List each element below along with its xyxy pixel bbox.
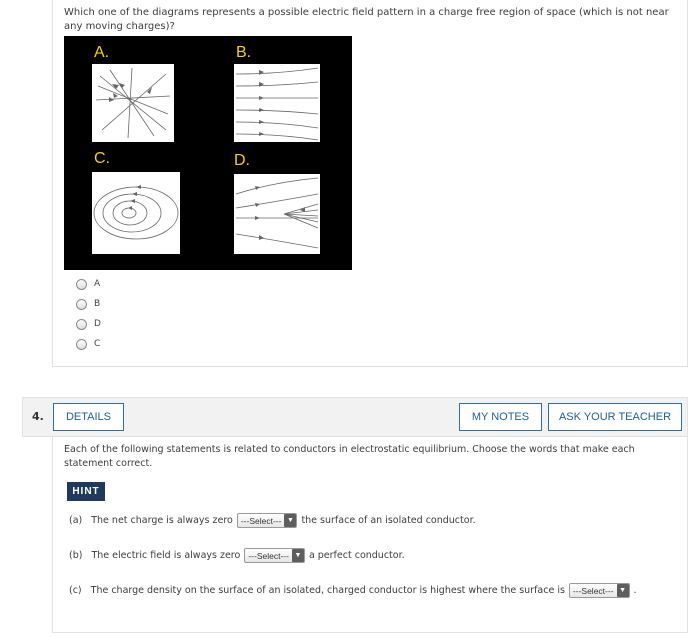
diagram-a-field-lines: [92, 64, 174, 142]
diagram-label-c: C.: [94, 150, 110, 167]
statement-c-after: .: [633, 585, 637, 596]
question-4-prompt: Each of the following statements is related to conductors in electrostatic equilibrium. Choose the words that make each statement correct.: [64, 444, 635, 469]
option-a[interactable]: [76, 274, 101, 294]
option-c-label: C: [94, 339, 101, 349]
diagram-label-a: A.: [94, 44, 110, 61]
statement-b-select[interactable]: [244, 548, 305, 563]
option-a-label: A: [94, 279, 101, 289]
statement-a-before: The net charge is always zero: [91, 515, 233, 526]
diagram-c-panel: [92, 172, 180, 254]
statement-b-before: The electric field is always zero: [91, 550, 241, 561]
statement-a-select[interactable]: [237, 513, 298, 528]
option-d[interactable]: [76, 314, 101, 334]
option-b-radio[interactable]: [76, 299, 87, 310]
chevron-down-icon: ▼: [292, 549, 304, 562]
option-d-label: D: [94, 319, 101, 329]
electric-field-diagrams-figure: [64, 36, 352, 270]
statement-a-select-value: ---Select---: [240, 515, 282, 526]
statement-c: [69, 583, 637, 598]
question-4-header: [22, 397, 688, 437]
diagram-c-field-lines: [92, 172, 180, 254]
statement-a-after: the surface of an isolated conductor.: [301, 515, 476, 526]
question-3-prompt: Which one of the diagrams represents a possible electric field pattern in a charge free region of space (which is not near any moving charges)?: [64, 7, 669, 32]
option-a-radio[interactable]: [76, 279, 87, 290]
diagram-d-panel: [234, 174, 320, 254]
question-number: 4.: [32, 410, 44, 423]
statement-c-before: The charge density on the surface of an isolated, charged conductor is highest where the surface is: [90, 585, 565, 596]
chevron-down-icon: ▼: [284, 514, 296, 527]
diagram-d-field-lines: [234, 174, 320, 254]
diagram-label-b: B.: [236, 44, 252, 61]
chevron-down-icon: ▼: [617, 584, 629, 597]
option-b-label: B: [94, 299, 101, 309]
diagram-a-panel: [92, 64, 174, 142]
statement-c-select-value: ---Select---: [572, 585, 614, 596]
statement-a: [69, 513, 476, 528]
question-3-options: [76, 274, 101, 354]
option-b[interactable]: [76, 294, 101, 314]
hint-button[interactable]: HINT: [67, 482, 105, 501]
statement-c-select[interactable]: [569, 583, 630, 598]
statement-b-after: a perfect conductor.: [308, 550, 405, 561]
my-notes-button[interactable]: MY NOTES: [459, 403, 542, 431]
statement-a-label: (a): [69, 515, 83, 526]
diagram-b-field-lines: [234, 64, 320, 142]
diagram-label-d: D.: [234, 152, 250, 169]
statement-b: [69, 548, 405, 563]
ask-your-teacher-button[interactable]: ASK YOUR TEACHER: [548, 403, 682, 431]
statement-c-label: (c): [69, 585, 82, 596]
option-d-radio[interactable]: [76, 319, 87, 330]
option-c-radio[interactable]: [76, 339, 87, 350]
statement-b-label: (b): [69, 550, 83, 561]
diagram-b-panel: [234, 64, 320, 142]
option-c[interactable]: [76, 334, 101, 354]
statement-b-select-value: ---Select---: [248, 550, 289, 561]
details-button[interactable]: DETAILS: [53, 403, 124, 431]
